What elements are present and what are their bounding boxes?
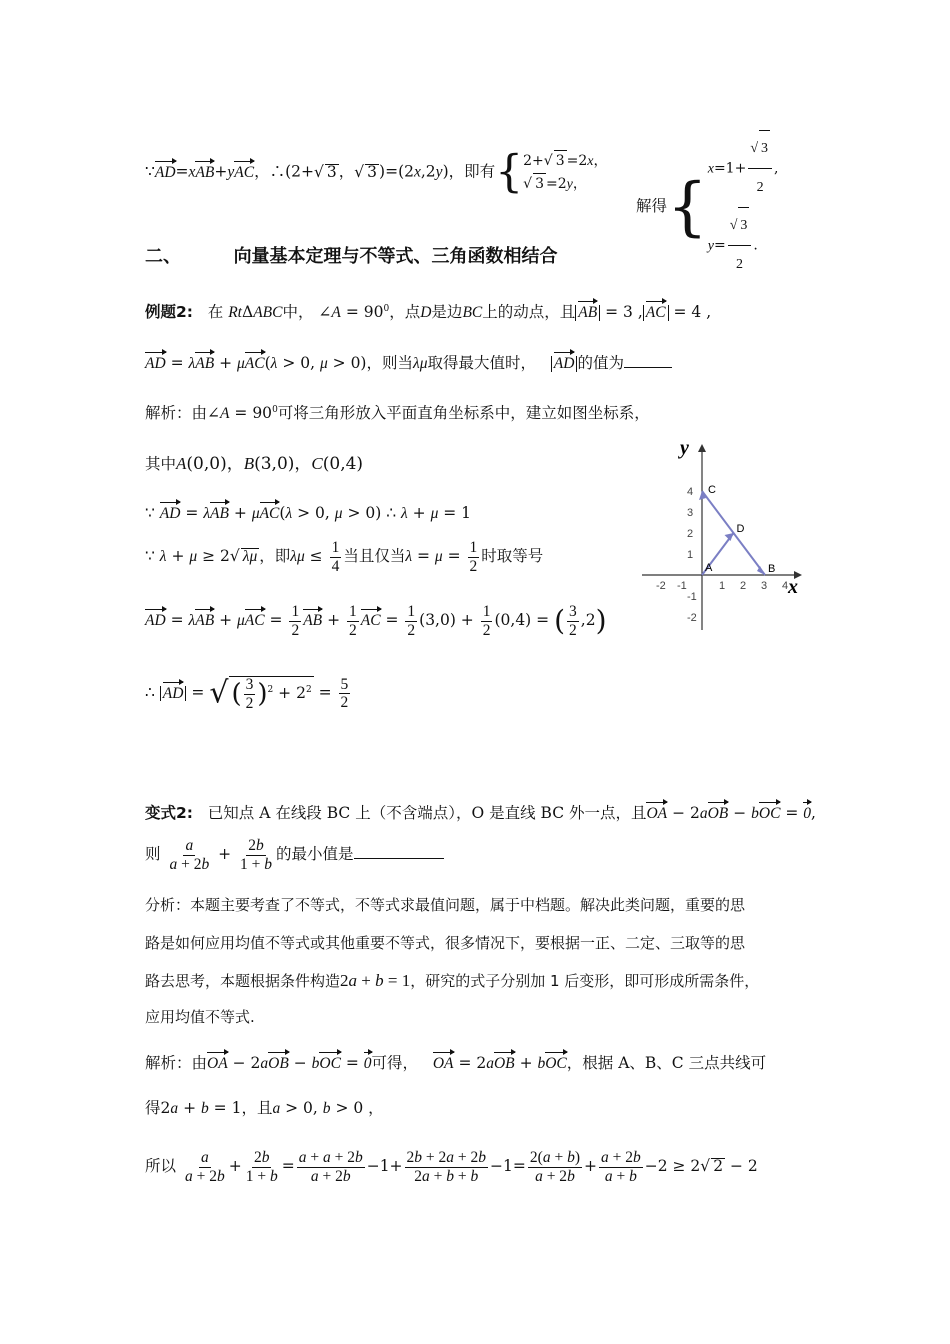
- ex2-text2: 中，: [282, 303, 314, 322]
- x-tick-label: -1: [677, 580, 687, 592]
- sol2-line4c: 时取等号: [481, 547, 544, 565]
- y-axis-arrow: [698, 444, 706, 452]
- section-heading: 向量基本定理与不等式、三角函数相结合: [233, 246, 558, 267]
- ex2-text1: 在: [207, 303, 224, 322]
- sol2-line1-text: 解析：由: [145, 404, 208, 423]
- sol2-line2-text: 其中: [145, 455, 177, 473]
- var2-text1: 已知点 A 在线段 BC 上（不含端点），O 是直线 BC 外一点，且: [207, 804, 647, 822]
- sol3-l1b: 可得，: [371, 1054, 419, 1072]
- jiyou-text: 即有: [464, 162, 496, 181]
- sol3-l1a: 解析：由: [145, 1054, 208, 1072]
- sol3-l2b: ，且: [241, 1099, 273, 1117]
- example2-line1: 例题2: 在 RtΔABC中， ∠A = $90^0$，点D是边BC上的动点，且 AB = 3 , AC = 4 ,: [145, 303, 712, 322]
- analysis-line2: 路是如何应用均值不等式或其他重要不等式，很多情况下，要根据一正、二定、三取等的思: [145, 934, 746, 952]
- analysis-l3a: 路去思考，本题根据条件构造: [145, 972, 341, 990]
- var2-text2: 则: [145, 845, 161, 863]
- ex2-text4: 是边: [431, 303, 463, 322]
- analysis-line4: 应用均值不等式.: [145, 1008, 255, 1026]
- ex2-text6: ，则当: [366, 354, 413, 372]
- point-c-label: C: [708, 484, 716, 496]
- ex2-text3: ，点: [389, 303, 421, 322]
- sol3-line1: 解析：由OA − 2aOB − bOC = 0可得， OA = 2aOB + bOC，根据 A、B、C 三点共线可: [145, 1054, 767, 1072]
- y-tick-label: 2: [687, 528, 694, 540]
- analysis-l3b: ，研究的式子分别加 1 后变形，即可形成所需条件，: [410, 972, 760, 990]
- y-tick-label: 4: [687, 486, 694, 498]
- x-tick-label: 4: [782, 580, 789, 592]
- y-tick-label: -1: [687, 591, 697, 603]
- sol3-l1c: ，根据 A、B、C 三点共线可: [566, 1054, 767, 1072]
- x-tick-label: 2: [740, 580, 747, 592]
- analysis-line3: 路去思考，本题根据条件构造2a + b = 1，研究的式子分别加 1 后变形，即可形成所需条件，: [145, 971, 760, 990]
- sol3-line3: 所以 $\frac{a}{a + 2b}$ + $\frac{2b}{1 + b}$ = $\frac{a + a + 2b}{a + 2b}$ −1+ $\frac{2b + 2a + 2b}{2a + b + b}$ −1= $\frac{2(a + b)}{a + 2b}$ + $\frac{a + 2b}{a + b}$ −2 ≥ 2√ 2 − 2: [145, 1150, 758, 1184]
- sol2-line1: 解析：由∠A = $90^0$可将三角形放入平面直角坐标系中，建立如图坐标系，: [145, 404, 650, 423]
- y-tick-label: -2: [687, 612, 697, 624]
- sol2-line2: 其中A(0,0)，B(3,0)，C(0,4): [145, 454, 364, 474]
- jiede-text: 解得: [636, 197, 668, 216]
- ex2-text7: 取得最大值时，: [427, 354, 537, 372]
- variant2-label: 变式2:: [145, 804, 193, 822]
- sol2-line1b-text: 可将三角形放入平面直角坐标系中，建立如图坐标系，: [277, 404, 650, 423]
- x-tick-label: 1: [719, 580, 726, 592]
- sol2-line4: ∵ λ + μ ≥ 2√ λμ ，即λμ ≤ $\frac{1}{4}$ 当且仅当λ = μ = $\frac{1}{2}$ 时取等号: [145, 540, 543, 574]
- sol2-line5: AD = λAB + μAC = $\frac{1}{2}$ AB + $\frac{1}{2}$ AC = $\frac{1}{2}$ (3,0) + $\frac{1}{2}$ (0,4) = ( $\frac{3}{2}$ ,2): [145, 603, 607, 639]
- y-axis-label: y: [680, 438, 689, 459]
- ex2-text5: 上的动点，且: [482, 303, 576, 322]
- section-title: [145, 242, 558, 268]
- point-d-label: D: [736, 523, 745, 535]
- sol2-line4a: ，即: [259, 547, 291, 565]
- y-tick-label: 1: [687, 549, 694, 561]
- sol2-line6: ∴ AD = √ ( $\frac{3}{2}$ )$^2 + 2^2$ = $\frac{5}{2}$: [145, 675, 349, 712]
- var2-text3: 的最小值是: [276, 845, 354, 863]
- coordinate-figure: [640, 438, 810, 638]
- point-a-label: A: [705, 562, 713, 574]
- variant2-line1: 变式2: 已知点 A 在线段 BC 上（不含端点），O 是直线 BC 外一点，且OA − 2aOB − bOC = 0,: [145, 804, 816, 822]
- y-tick-label: 3: [687, 507, 694, 519]
- vector-equation-line: ∵AD=xAB+yAC，∴(2+√ 3 ，√ 3 )=(2x,2y)，即有{ 2+√ 3 =2x， √ 3 =2y，: [145, 150, 607, 195]
- variant2-line2: 则 $\frac{a}{a + 2b}$ + $\frac{2b}{1 + b}$ 的最小值是: [145, 838, 444, 872]
- analysis-line1: 分析：本题主要考查了不等式，不等式求最值问题，属于中档题。解决此类问题，重要的思: [145, 896, 746, 914]
- sol2-line4b: 当且仅当: [343, 547, 406, 565]
- solution-system: 解得{ x=1+ √ $\frac{3}{2}$ , y= √ $\frac{3}{2}$ .: [636, 130, 778, 284]
- sol3-line2: 得2a + b = 1，且a > 0, b > 0 ，: [145, 1099, 384, 1117]
- sol3-l2a: 得: [145, 1099, 161, 1117]
- sol2-line3: ∵ AD = λAB + μAC(λ > 0, μ > 0) ∴ λ + μ = 1: [145, 504, 472, 522]
- x-axis-label: x: [788, 576, 798, 598]
- x-tick-label: -2: [656, 580, 666, 592]
- x-tick-label: 3: [761, 580, 768, 592]
- example2-line2: AD = λAB + μAC(λ > 0, μ > 0)，则当λμ取得最大值时， AD 的值为: [145, 356, 672, 372]
- sol3-l3a: 所以: [145, 1157, 177, 1175]
- point-b-label: B: [768, 563, 776, 575]
- section-number: 二、: [145, 246, 181, 267]
- ex2-text8: 的值为: [577, 354, 624, 372]
- example2-label: 例题2:: [145, 303, 193, 322]
